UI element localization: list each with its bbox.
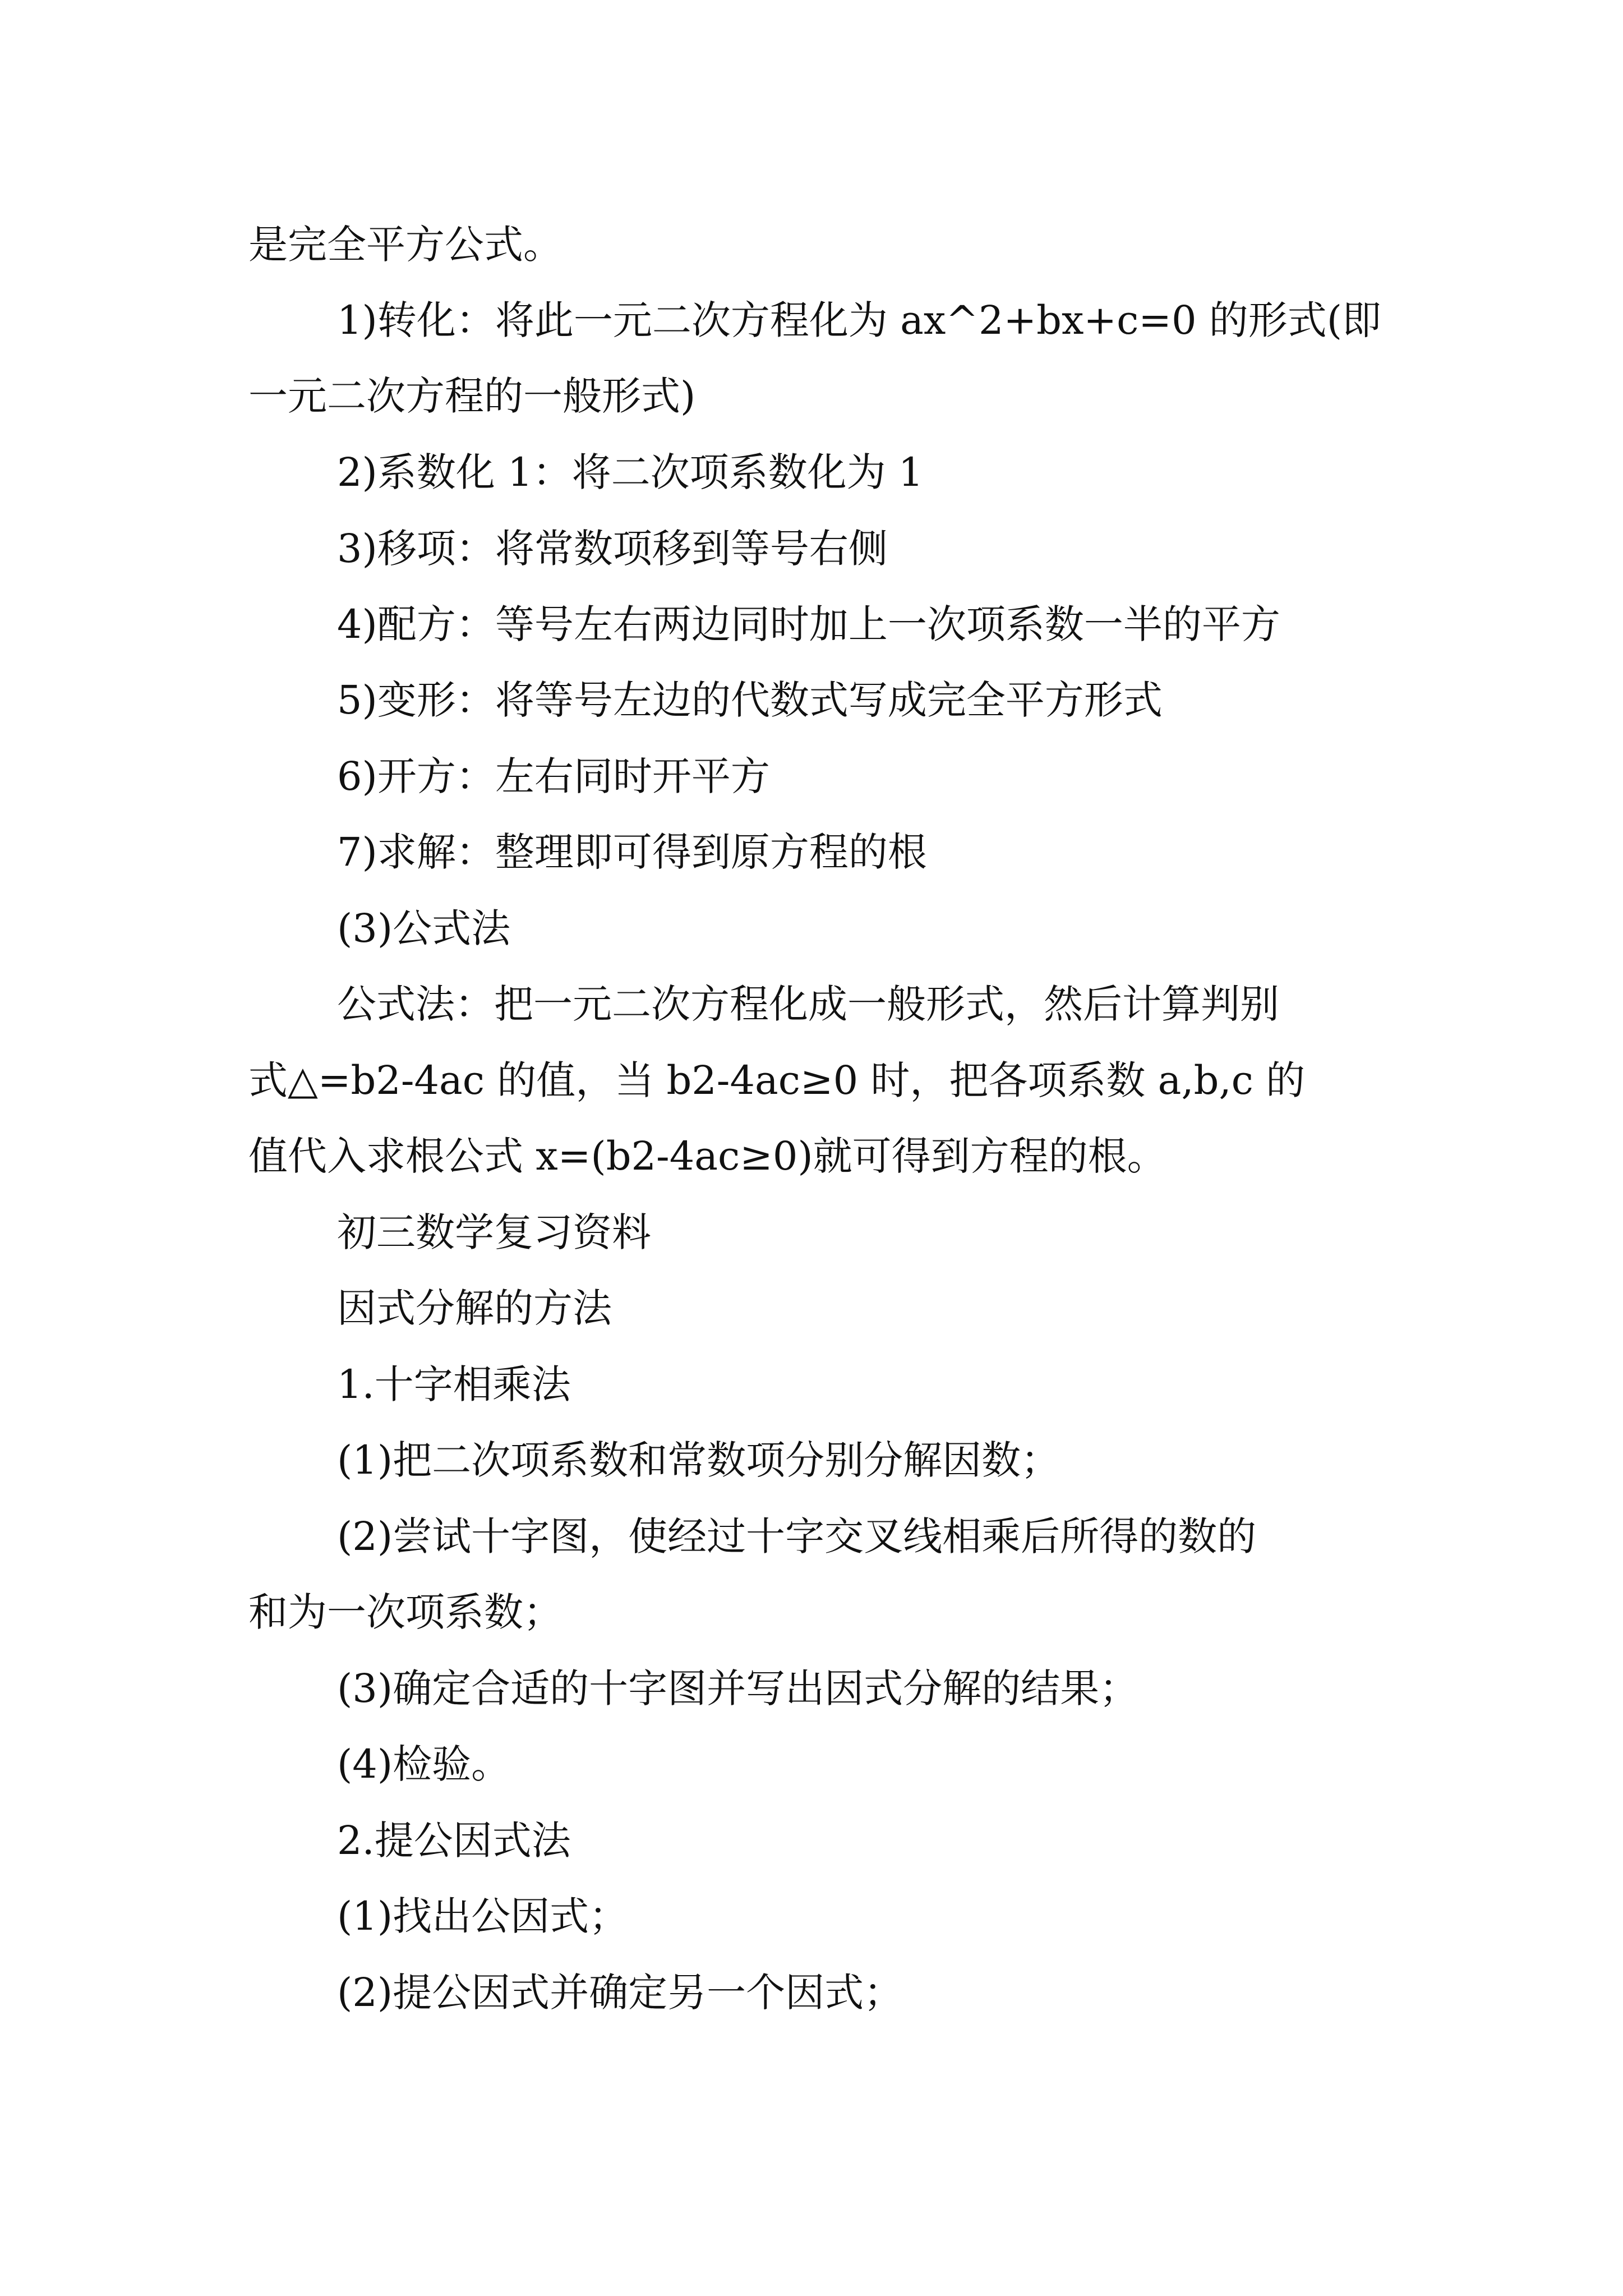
text-line: (4)检验。 [337,1741,511,1787]
text-line: 3)移项：将常数项移到等号右侧 [337,526,888,572]
text-line: 2)系数化 1：将二次项系数化为 1 [337,449,924,495]
text-line: 7)求解：整理即可得到原方程的根 [337,829,927,875]
text-line: (3)公式法 [337,905,511,951]
text-line: 2.提公因式法 [337,1818,571,1864]
text-line: 5)变形：将等号左边的代数式写成完全平方形式 [337,677,1163,723]
text-line: (3)确定合适的十字图并写出因式分解的结果； [337,1665,1139,1711]
text-line: 公式法：把一元二次方程化成一般形式，然后计算判别 [337,981,1279,1027]
text-line: (1)找出公因式； [337,1893,629,1939]
text-line: 4)配方：等号左右两边同时加上一次项系数一半的平方 [337,601,1280,647]
text-line: 一元二次方程的一般形式) [248,373,696,419]
text-line: (1)把二次项系数和常数项分别分解因数； [337,1437,1061,1483]
text-line: (2)尝试十字图，使经过十字交叉线相乘后所得的数的 [337,1513,1257,1559]
text-line: 1.十字相乘法 [337,1361,571,1407]
text-line: 初三数学复习资料 [337,1209,651,1255]
text-line: 是完全平方公式。 [248,222,562,268]
text-line: 式△=b2-4ac 的值，当 b2-4ac≥0 时，把各项系数 a,b,c 的 [248,1057,1306,1103]
text-line: 6)开方：左右同时开平方 [337,753,770,799]
text-line: 和为一次项系数； [248,1589,562,1635]
text-line: 值代入求根公式 x=(b2-4ac≥0)就可得到方程的根。 [248,1133,1166,1179]
text-line: (2)提公因式并确定另一个因式； [337,1970,903,2016]
text-line: 因式分解的方法 [337,1285,612,1331]
text-line: 1)转化：将此一元二次方程化为 ax^2+bx+c=0 的形式(即 [337,297,1382,343]
